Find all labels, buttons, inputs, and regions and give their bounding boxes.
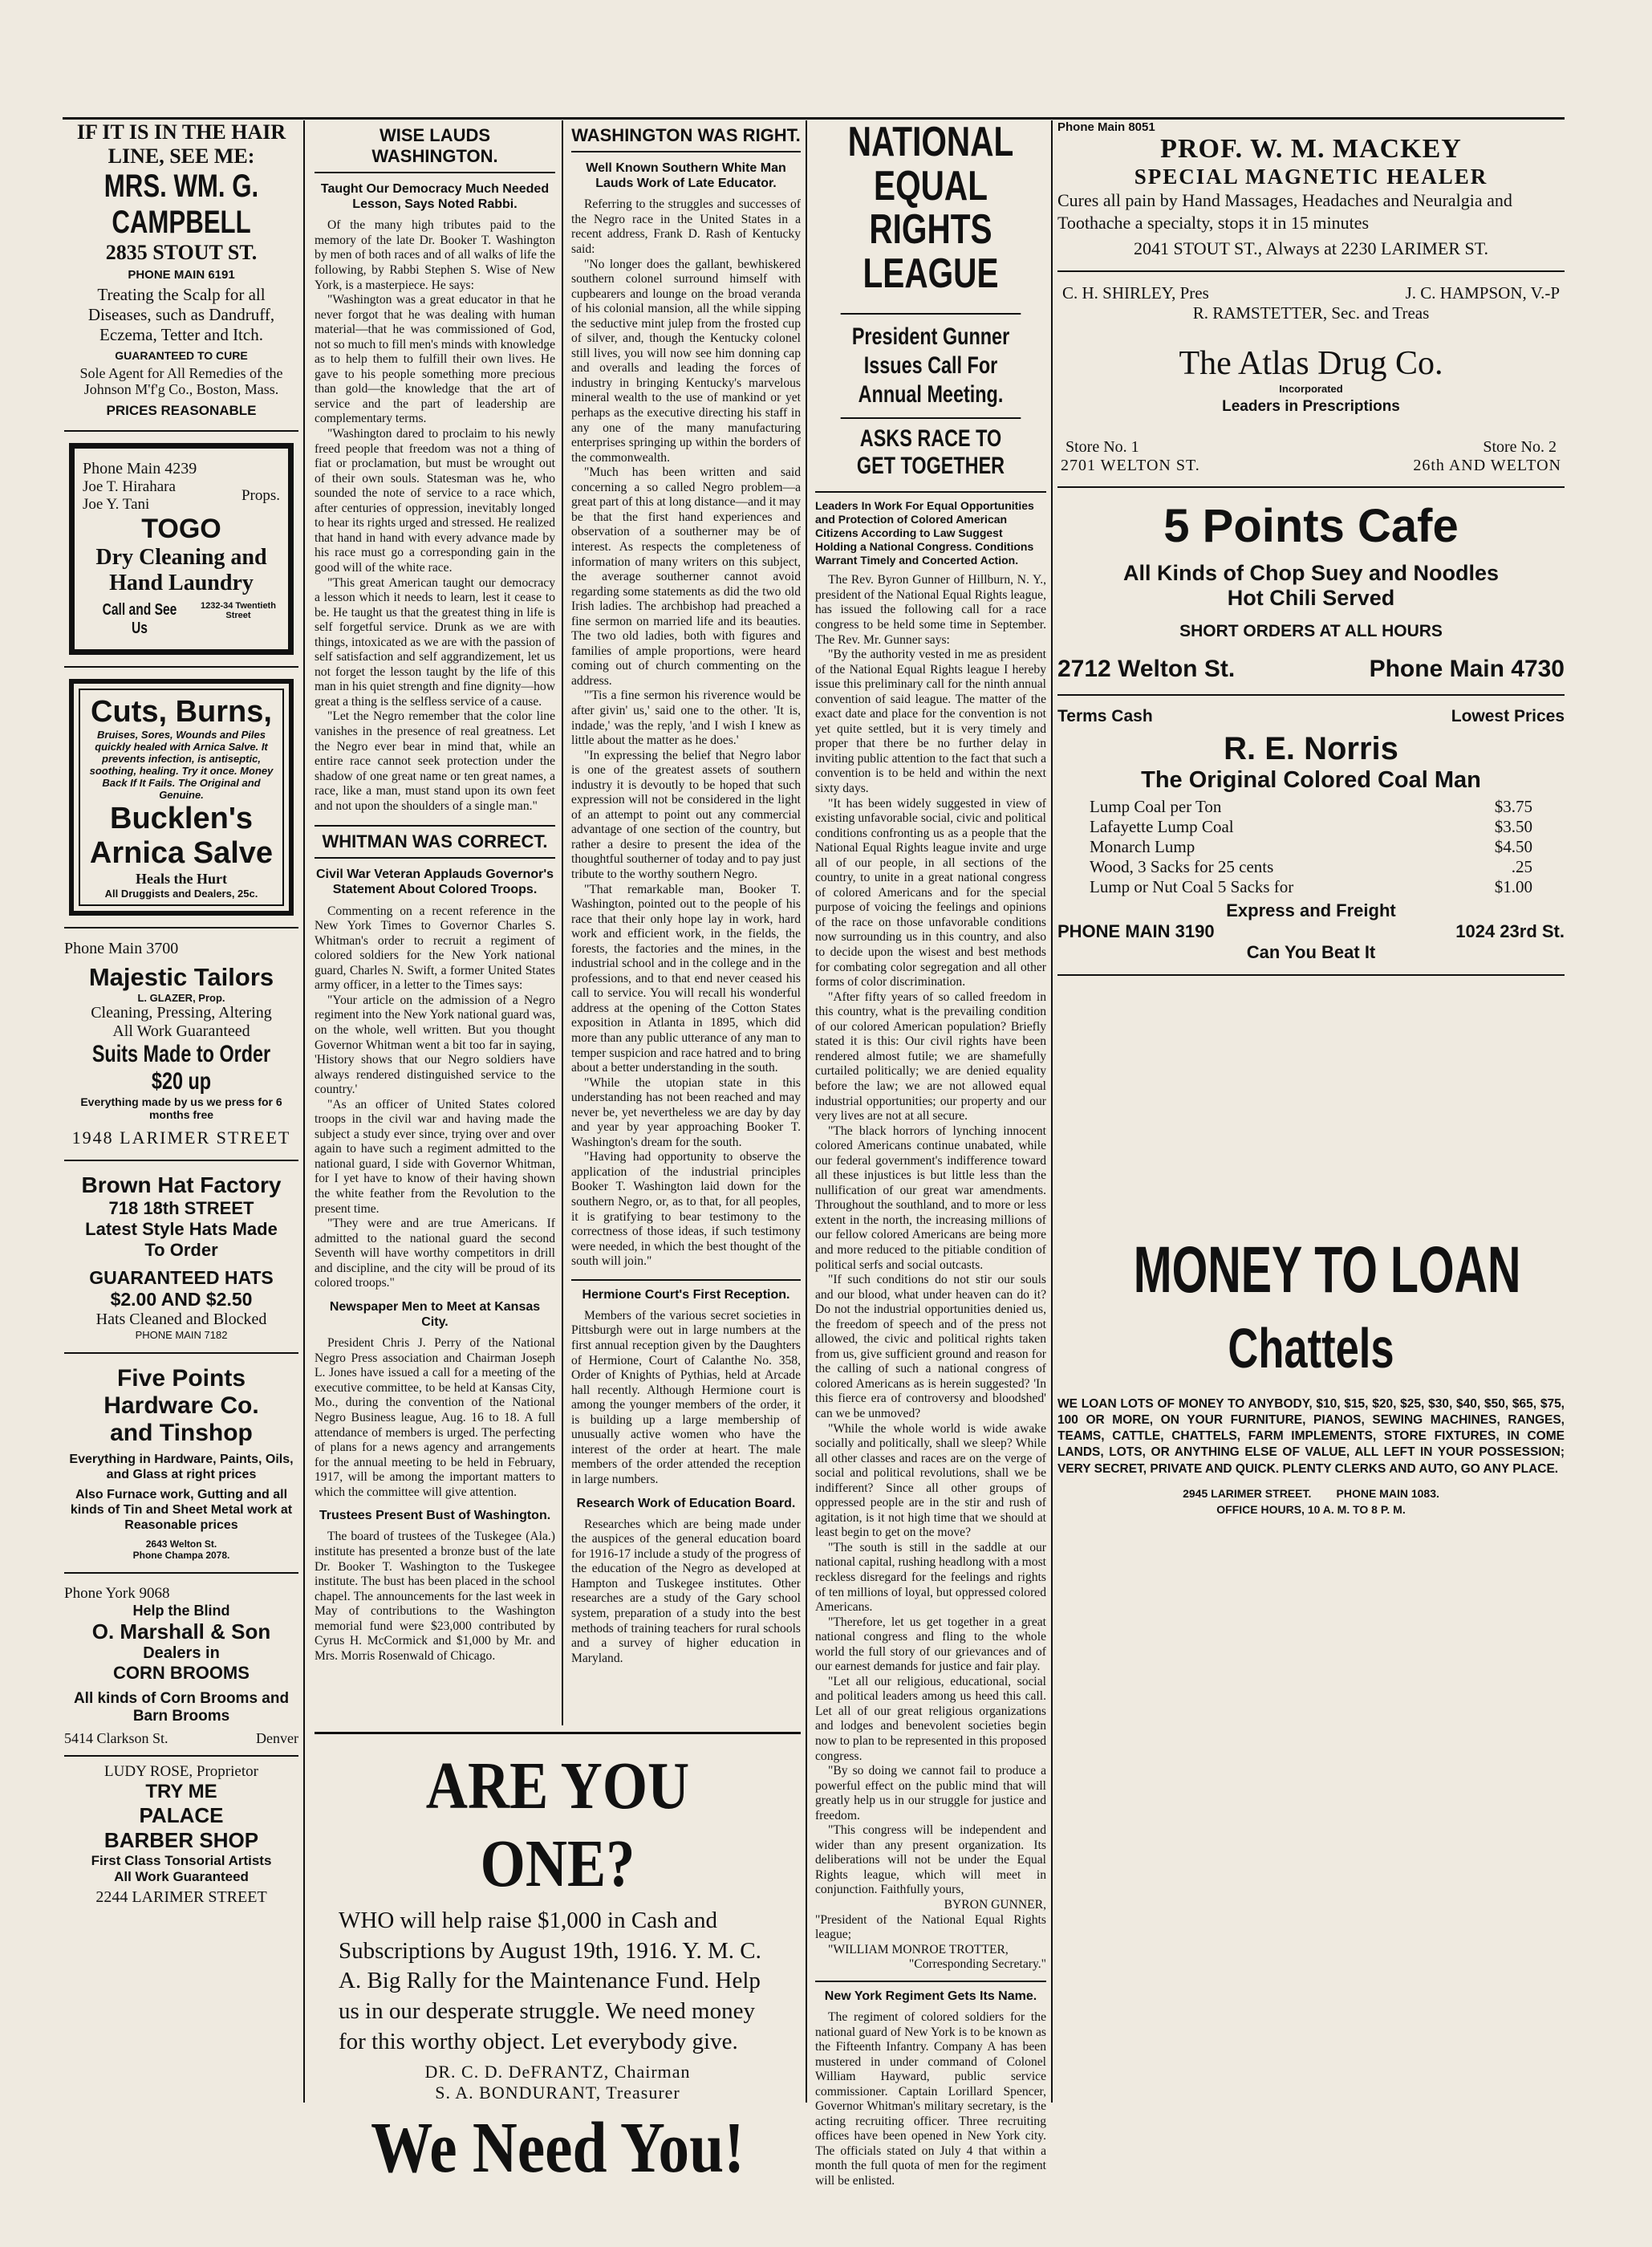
- ad-signature: S. A. BONDURANT, Treasurer: [435, 2082, 680, 2103]
- ad-norris: [1057, 707, 1565, 963]
- ad-line: L. GLAZER, Prop.: [137, 991, 225, 1004]
- article-headline: WHITMAN WAS CORRECT.: [315, 825, 555, 859]
- signature-line: "WILLIAM MONROE TROTTER,: [828, 1942, 1009, 1956]
- signature-line: "Corresponding Secretary.": [908, 1957, 1046, 1972]
- column-rule: [303, 120, 305, 2103]
- ad-line: Dealers in: [143, 1644, 220, 1662]
- ads-column-right: [1057, 120, 1565, 2103]
- ad-name: The Atlas Drug Co.: [1179, 345, 1443, 382]
- article-headline: WISE LAUDS WASHINGTON.: [315, 125, 555, 173]
- paragraph: "The south is still in the saddle at our national capital, rushing headlong with a most reckless disregard for the feelings and rights of ten millions of loyal, but oppressed colored Americans.: [815, 1540, 1046, 1615]
- article-headline: NATIONAL EQUAL: [847, 119, 1014, 209]
- ad-line: Incorporated: [1279, 383, 1343, 395]
- ad-palace: [64, 1763, 298, 1907]
- article-deck: Leaders In Work For Equal Opportunities and Protection of Colored American Citizens According to Law Suggest Holding a National Congress. Conditions Warrant Timely and Concerted Action.: [815, 491, 1046, 567]
- ad-line: Cleaning, Pressing, Altering: [91, 1003, 272, 1022]
- paragraph: "Let the Negro remember that the color line vanishes in the presence of real greatness. Let the Negro ever bear in mind that, while an entire race cannot seek protection under the shadow of one great name or ten great names, a race, like a man, must stand upon its own feet and not upon the shoulders of a single man.": [315, 709, 555, 813]
- paragraph: Researches which are being made under the auspices of the general education board for 1916-17 include a study of the progress of the education of the Negro as developed at Hampton and Tuskegee institutes. Other researches are a study of the Gary school system, preparation of a study into the best methods of training teachers for rural schools and a survey of higher education in Maryland.: [571, 1517, 801, 1665]
- ad-line: OFFICE HOURS, 10 A. M. TO 8 P. M.: [1216, 1502, 1406, 1516]
- ad-address: 718 18th STREET: [108, 1197, 254, 1218]
- ad-phone: Phone Main 3700: [64, 939, 179, 957]
- ad-headline: Cuts, Burns,: [91, 694, 272, 729]
- ad-officer: J. C. HAMPSON, V.-P: [1405, 283, 1560, 303]
- ad-name: Five Points: [116, 1364, 246, 1392]
- ad-mackey: [1057, 120, 1565, 259]
- ad-atlas: [1057, 283, 1565, 475]
- ad-arnica: [69, 679, 294, 916]
- paragraph: The Rev. Byron Gunner of Hillburn, N. Y., president of the National Equal Rights league, has issued the following call for a race congress to be held some time in September. The Rev. Mr. Gunner says:: [815, 573, 1046, 647]
- ad-proprietor: Joe T. Hirahara: [83, 477, 176, 495]
- ad-line: Suits Made to Order $20 up: [91, 1040, 271, 1095]
- paragraph: "The black horrors of lynching innocent colored Americans continue unabated, while our federal government's indifference toward all these injustices is but little less than the nullification of our great war amendments. Throughout the southland, and to more or less extent in the north, the increasing millions of our fellow colored Americans are being more and more reduced to the pitiable condition of political serfs and social outcasts.: [815, 1124, 1046, 1272]
- paragraph: "Much has been written and said concerning a so called Negro problem—a great part of this at long distance—and it may be that the first hand experiences and observation of a southerner may be of interest. As respects the completeness of information of many writers on this subject, the average southerner cannot avoid regarding some statements as did the two old Irish ladies. The archbishop had preached a fine sermon on married life and its beauties. The two old ladies, both with figures and families of ample proportions, were heard coming out of church commenting on the address.: [571, 465, 801, 688]
- ad-name: PROF. W. M. MACKEY: [1160, 134, 1462, 164]
- ad-name: Majestic Tailors: [88, 962, 274, 991]
- ad-address: 2945 LARIMER STREET.: [1183, 1486, 1312, 1500]
- article-subhead: Taught Our Democracy Much Needed Lesson, Says Noted Rabbi.: [320, 182, 550, 212]
- paragraph: "Washington dared to proclaim to his newly freed people that freedom was not a thing of fiat or proclamation, but must be wrought out of their own souls. Statesman was he, who sounded the note of service to a race which, after centuries of oppression, inevitably longed to hear its rights urged and stressed. He realized that hand in hand with every advance made by his race must go a corresponding gain in the good will of the white race.: [315, 427, 555, 575]
- ad-name: Hardware Co.: [104, 1392, 259, 1419]
- ad-headline: We Need You!: [371, 2108, 745, 2188]
- price-value: $4.50: [1494, 837, 1532, 856]
- ad-name: TOGO: [141, 513, 221, 544]
- price-value: .25: [1511, 857, 1532, 876]
- ad-name: BARBER SHOP: [104, 1827, 259, 1852]
- ad-phone: Phone Main 4730: [1369, 656, 1565, 682]
- ad-togo: [69, 443, 294, 655]
- ad-cafe: [1057, 499, 1565, 683]
- ad-address: 5414 Clarkson St.: [64, 1729, 168, 1746]
- ad-phone: PHONE MAIN 1083.: [1336, 1486, 1439, 1500]
- paragraph: "While the utopian state in this understanding has not been reached and may never be, yet nevertheless we are day by day and year by year approaching Booker T. Washington's dream for the south.: [571, 1075, 801, 1149]
- price-row: [1090, 797, 1532, 817]
- paragraph: "'Tis a fine sermon his riverence would be after givin' us,' said one to the other. 'It is, indade,' was the reply, 'and I wish I knew as little about the matter as he does.': [571, 689, 801, 748]
- ad-line: Latest Style Hats Made: [85, 1218, 278, 1239]
- price-value: $3.75: [1494, 797, 1532, 816]
- ad-line: The Original Colored Coal Man: [1141, 767, 1481, 793]
- column-rule: [806, 120, 807, 2103]
- ad-headline: Bucklen's: [110, 801, 253, 835]
- ad-store: Store No. 1: [1065, 438, 1139, 456]
- price-row: [1090, 877, 1532, 897]
- news-column-3: [571, 120, 801, 1725]
- ad-phone: Phone Main 8051: [1057, 120, 1155, 134]
- paragraph: "Let all our religious, educational, social and political leaders among us heed this call. Let all of our great religious organizations and lodges and benevolent societies begin now to plan to be represented in this proposed congress.: [815, 1674, 1046, 1763]
- article-body: [315, 1530, 555, 1664]
- article-subhead: Civil War Veteran Applauds Governor's Statement About Colored Troops.: [315, 868, 554, 897]
- ad-phone: Phone Champa 2078.: [132, 1549, 230, 1561]
- ad-name: PALACE: [139, 1802, 224, 1827]
- ad-line: All Work Guaranteed: [114, 1868, 249, 1884]
- ad-line: TRY ME: [145, 1780, 217, 1802]
- ad-headline: Chattels: [1228, 1317, 1394, 1379]
- paragraph: Of the many high tributes paid to the memory of the late Dr. Booker T. Washington by men of both races and of all walks of life the following, by Rabbi Stephen S. Wise of New York, is a masterpiece. He says:: [315, 218, 555, 292]
- ad-line: Express and Freight: [1226, 900, 1396, 920]
- article-subhead: ASKS RACE TO GET TOGETHER: [841, 417, 1021, 480]
- ad-address: 2712 Welton St.: [1057, 656, 1236, 682]
- ad-address: 2041 STOUT ST., Always at 2230 LARIMER ST.: [1133, 238, 1489, 258]
- ad-address: 1948 LARIMER STREET: [71, 1127, 291, 1148]
- article-subhead: Hermione Court's First Reception.: [571, 1279, 801, 1302]
- price-list: [1090, 797, 1532, 897]
- price-row: [1090, 857, 1532, 877]
- article-body: [571, 1518, 801, 1666]
- ad-name: and Tinshop: [110, 1419, 253, 1446]
- paragraph: "By the authority vested in me as president of the National Equal Rights league I hereby issue this preliminary call for the ninth annual convention of said league. The matter of the exact date and place for the convention is not yet quite settled, but it is very timely and proper that there be no further delay in inviting public attention to the fact that such a convention is to be held and within the next sixty days.: [815, 648, 1046, 796]
- article-subhead: President Gunner Issues Call For Annual Meeting.: [841, 313, 1021, 409]
- price-item: Wood, 3 Sacks for 25 cents: [1090, 857, 1274, 876]
- ad-phone: PHONE MAIN 7182: [135, 1328, 228, 1341]
- paragraph: "That remarkable man, Booker T. Washington, pointed out to the people of his race that their only hope lay in work, hard work and efficient work, in the fields, the forests, the factories and the mines, in the industrial school and in the college and in the professions, and to that end never ceased his call to service. You will recall his wonderful address at the opening of the Cotton States exposition in Atlanta in 1895, which did more than any public utterance of any man to temper suspicion and race hatred and to bring about a better understanding in the south.: [571, 882, 801, 1075]
- ad-headline: ARE YOU ONE?: [425, 1749, 690, 1901]
- paragraph: "No longer does the gallant, bewhiskered southern colonel surround himself with cupbearers and lounge on the broad veranda of his colonial mansion, all the while sipping the seductive mint julep from the frosted cup of silver, and, though the Kentucky colonel still lives, you will now see him donning cap and overalls and leading the forces of industry in bringing Kentucky's marvelous mineral wealth to the use of mankind or yet perhaps as the executive directing his staff in any one of the many manufacturing enterprises springing up within the borders of the commonwealth.: [571, 257, 801, 465]
- ad-campbell: [64, 120, 298, 419]
- ad-headline: Arnica Salve: [89, 835, 274, 870]
- ad-line: Dry Cleaning and: [95, 544, 267, 570]
- ad-body: Cures all pain by Hand Massages, Headaches and Neuralgia and Toothache a specialty, stops it in 15 minutes: [1057, 190, 1512, 233]
- article-body: [815, 573, 1046, 1898]
- ad-body: WE LOAN LOTS OF MONEY TO ANYBODY, $10, $15, $20, $25, $30, $40, $50, $65, $75, 100 OR MORE, ON YOUR FURNITURE, PIANOS, SEWING MACHINES, RANGES, TEAMS, CATTLE, CHATTELS, FARM IMPLEMENTS, STORE FIXTURES, IN COME LANDS, LOTS, OR ANYTHING ELSE OF VALUE, ALL LEFT IN YOUR POSSESSION; VERY SECRET, PRIVATE AND QUICK. PLENTY CLERKS AND AUTO, GO ANY PLACE.: [1057, 1397, 1565, 1476]
- article-headline: WASHINGTON WAS RIGHT.: [571, 125, 801, 152]
- ad-name: O. Marshall & Son: [91, 1619, 271, 1644]
- ad-store: Store No. 2: [1483, 438, 1557, 456]
- paragraph: "They were and are true Americans. If admitted to the national guard the second Seventh will have worthy competitors in drill and discipline, and the city will be proud of its colored troops.": [315, 1217, 555, 1290]
- price-item: Monarch Lump: [1090, 837, 1195, 856]
- ad-phone: PHONE MAIN 6191: [128, 268, 235, 282]
- price-row: [1090, 817, 1532, 837]
- signature-line: "President of the National Equal Rights league;: [815, 1912, 1046, 1942]
- price-item: Lafayette Lump Coal: [1090, 817, 1234, 836]
- paragraph: "Having had opportunity to observe the application of the industrial principles Booker T. Washington laid down for the southern Negro, or, as to that, for all peoples, it is gratifying to bear testimony to the correctness of those ideas, if such testimony were needed, in which the best thought of the south will join.": [571, 1150, 801, 1269]
- article-body: [315, 218, 555, 814]
- ad-line: SHORT ORDERS AT ALL HOURS: [1179, 622, 1443, 640]
- ad-line: Lowest Prices: [1451, 707, 1565, 725]
- price-value: $3.50: [1494, 817, 1532, 836]
- ad-name: R. E. Norris: [1224, 731, 1398, 766]
- ad-line: First Class Tonsorial Artists: [91, 1852, 272, 1868]
- paragraph: President Chris J. Perry of the National Negro Press association and Chairman Joseph L. Jones have issued a call for a meeting of the executive committee, to be held at Kansas City, Mo., during the convention of the National Negro Business league, Aug. 16 to 18. A full attendance of members is urged. The perfecting of plans for a news agency and arrangements for the annual meeting to be held in February, 1917, will be among the important matters to which the committee will give attention.: [315, 1336, 555, 1499]
- ad-line: GUARANTEED TO CURE: [115, 348, 248, 362]
- paragraph: "By so doing we cannot fail to produce a powerful effect on the public mind that will greatly help us in our struggle for justice and freedom.: [815, 1764, 1046, 1822]
- ad-address: 26th AND WELTON: [1413, 457, 1561, 474]
- ad-address: 2701 WELTON ST.: [1061, 457, 1200, 474]
- ad-majestic: [64, 940, 298, 1148]
- ad-name: MRS. WM. G. CAMPBELL: [104, 169, 259, 240]
- paragraph: "In expressing the belief that Negro labor is one of the greatest assets of southern industry it is devoutly to be hoped that such expression will not be considered in the light of an attempt to point out any commercial advantage of one section of the country, but rather a desire to present the idea of the thoughtful southerner of today and to pay just tribute to the worthy southern Negro.: [571, 748, 801, 881]
- paragraph: The regiment of colored soldiers for the national guard of New York is to be known as the Fifteenth Infantry. Company A has been mustered in under command of Colonel William Hayward, public service commissioner. Captain Lorillard Spencer, Governor Whitman's military secretary, is the acting recruiting officer. Three recruiting offices have been opened in New York city. The officials stated on July 4 that within a month the full quota of men for the regiment will be enlisted.: [815, 2009, 1046, 2188]
- ad-body: Everything in Hardware, Paints, Oils, and Glass at right prices: [69, 1452, 294, 1481]
- article-body: [315, 904, 555, 1291]
- article-subhead: Trustees Present Bust of Washington.: [319, 1509, 551, 1523]
- ad-line: All Druggists and Dealers, 25c.: [104, 887, 258, 900]
- paragraph: "This congress will be independent and wider than any present organization. Its deliberations will not be under the Equal Rights league, which will meet in conjunction. Faithfully yours,: [815, 1823, 1046, 1897]
- article-signature: [815, 1898, 1046, 1913]
- ad-address: 1232-34 Twentieth Street: [201, 600, 276, 620]
- ad-line: Leaders in Prescriptions: [1222, 398, 1400, 415]
- ad-line: Call and See Us: [102, 600, 177, 637]
- price-item: Lump or Nut Coal 5 Sacks for: [1090, 877, 1294, 896]
- ad-line: Can You Beat It: [1246, 942, 1376, 962]
- column-rule: [562, 120, 563, 1725]
- ad-line: Hot Chili Served: [1227, 586, 1395, 610]
- ad-line: LINE, SEE ME:: [108, 144, 255, 168]
- price-item: Lump Coal per Ton: [1090, 797, 1222, 816]
- ad-body: Treating the Scalp for all Diseases, such as Dandruff, Eczema, Tetter and Itch.: [87, 285, 275, 345]
- paragraph: Referring to the struggles and successes of the Negro race in the United States in a recent address, Frank D. Rash of Kentucky said:: [571, 197, 801, 257]
- ad-line: Terms Cash: [1057, 707, 1153, 725]
- ad-phone: PHONE MAIN 3190: [1057, 921, 1215, 941]
- ad-line: $2.00 AND $2.50: [110, 1288, 253, 1310]
- ad-city: Denver: [256, 1729, 298, 1746]
- article-subhead: Newspaper Men to Meet at Kansas City.: [329, 1299, 541, 1330]
- ad-line: CORN BROOMS: [113, 1662, 250, 1683]
- ad-line: PRICES REASONABLE: [106, 402, 257, 418]
- ad-line: Heals the Hurt: [136, 870, 227, 887]
- ad-officer: C. H. SHIRLEY, Pres: [1062, 283, 1209, 303]
- ad-headline: MONEY TO LOAN: [1133, 1233, 1521, 1306]
- news-column-2: [315, 120, 555, 1725]
- paragraph: "Therefore, let us get together in a great national congress and fling to the whole world the full story of our grievances and of our earnest demands for justice and fair play.: [815, 1615, 1046, 1674]
- article-subhead: Research Work of Education Board.: [576, 1496, 796, 1510]
- paragraph: "This great American taught our democracy a lesson which it needs to learn, lest it cease to be. He taught us that the greatest thing in life is self forgetful service. Drunk as we are with things, intoxicated as we are with the passion of self satisfaction and self aggrandizement, let us not forget the lesson taught by the life of this man in his quiet strength and fine dignity—how great a thing is the selfless service of a cause.: [315, 575, 555, 709]
- ad-line: IF IT IS IN THE HAIR: [76, 120, 286, 144]
- ad-line: Hats Cleaned and Blocked: [95, 1310, 267, 1328]
- ad-marshall: [64, 1585, 298, 1747]
- ad-line: To Order: [144, 1239, 218, 1260]
- news-column-4: [815, 119, 1046, 2188]
- price-value: $1.00: [1494, 877, 1532, 896]
- ad-hardware: [64, 1365, 298, 1561]
- paragraph: "After fifty years of so called freedom in this country, what is the prevailing condition of our colored American population? Briefly stated it is this: Our civil rights have been rendered almost futile; we are shamefully curtailed politically; we are denied equality before the law; we are not allowed equal industrial opportunities; our property and our very lives are not at all secure.: [815, 989, 1046, 1124]
- paragraph: The board of trustees of the Tuskegee (Ala.) institute has presented a bronze bust of the late Dr. Booker T. Washington to the Tuskegee institute. The bust has been placed in the school chapel. The announcements for the last week in May of contributions to the Washington memorial fund were $23,000 contributed by Cyrus H. McCormick and $1,000 by Mr. and Mrs. Morris Rosenwald of Chicago.: [315, 1530, 555, 1663]
- ad-body: Also Furnace work, Gutting and all kinds of Tin and Sheet Metal work at Reasonable prices: [70, 1487, 293, 1533]
- ad-line: Everything made by us we press for 6 months free: [80, 1095, 282, 1121]
- ad-line: All Kinds of Chop Suey and Noodles: [1122, 561, 1500, 585]
- article-body: [815, 2010, 1046, 2189]
- paragraph: Members of the various secret societies in Pittsburgh were out in large numbers at the first annual reception given by the Daughters of Hermione, Court of Calanthe No. 358, Order of Knights of Pythias, held at Arcade hall recently. Although Hermione court is among the younger members of the order, it is building up a large membership of unusually active women who have the interest of the order at heart. The male members of the order attended the reception in large numbers.: [571, 1308, 801, 1486]
- paragraph: "It has been widely suggested in view of existing unfavorable social, civic and political conditions confronting us as a people that the National Equal Rights league invite and urge all of our people, in all sections of the country, to unite in a great national congress of colored Americans and for the special purpose of voicing the feelings and opinions of the race on those unfavorable conditions now surrounding us in this country, and also to decide upon the wisest and best methods for combating color segregation and all other forms of color discrimination.: [815, 796, 1046, 989]
- ad-body: Bruises, Sores, Wounds and Piles quickly healed with Arnica Salve. It prevents infection, is antiseptic, soothing, healing. Try it once. Money Back If It Fails. The Original and Genuine.: [89, 728, 274, 801]
- article-subhead: Well Known Southern White Man Lauds Work of Late Educator.: [586, 161, 786, 191]
- ad-address: 1024 23rd St.: [1455, 921, 1565, 941]
- ad-proprietor: LUDY ROSE, Proprietor: [104, 1762, 258, 1780]
- ad-line: GUARANTEED HATS: [89, 1266, 274, 1288]
- ad-body: All kinds of Corn Brooms and Barn Brooms: [73, 1689, 290, 1725]
- ad-officer: R. RAMSTETTER, Sec. and Treas: [1192, 303, 1430, 323]
- ad-body: Sole Agent for All Remedies of the Johnson M'f'g Co., Boston, Mass.: [79, 364, 283, 398]
- ad-address: 2835 STOUT ST.: [105, 241, 258, 264]
- ad-name: 5 Points Cafe: [1163, 500, 1459, 552]
- column-rule: [1051, 120, 1053, 2103]
- ad-line: Props.: [241, 486, 280, 504]
- ads-column-left: [64, 120, 298, 2103]
- ad-proprietor: Joe Y. Tani: [83, 495, 150, 513]
- price-row: [1090, 837, 1532, 857]
- ad-body: WHO will help raise $1,000 in Cash and Subscriptions by August 19th, 1916. Y. M. C. A. Big Rally for the Maintenance Fund. Help us in our desperate struggle. We need money for this worthy object. Let everybody give.: [339, 1908, 761, 2054]
- signature-line: BYRON GUNNER,: [944, 1898, 1046, 1912]
- article-body: [571, 197, 801, 1269]
- article-headline: RIGHTS LEAGUE: [863, 206, 999, 297]
- ad-loan: [1057, 1233, 1565, 1516]
- paragraph: "As an officer of United States colored troops in the civil war and having made the subject a study ever since, trying over and over again to have such a regiment admitted to the national guard, I side with Governor Whitman, for I yet have to know of their having shown the white feather from the Revolution to the present time.: [315, 1097, 555, 1216]
- ad-phone: Phone York 9068: [64, 1584, 170, 1602]
- paragraph: "Washington was a great educator in that he never forgot that he was dealing with human material—that he was commissioned of God, not so much to fill men's minds with knowledge as to help them to fulfill their own lives. He gave to his people something more precious than gold—the knowledge that the art of service and the part of leadership are complementary terms.: [315, 293, 555, 426]
- ad-signature: DR. C. D. DeFRANTZ, Chairman: [424, 2062, 691, 2082]
- ad-brown-hat: [64, 1172, 298, 1341]
- paragraph: Commenting on a recent reference in the New York Times to Governor Charles S. Whitman's order to recruit a regiment of colored soldiers for the New York national guard, Charles N. Swift, a former United States army officer, in a letter to the Times says:: [315, 904, 555, 993]
- ad-ymca: [315, 1732, 801, 2188]
- article-body: [571, 1309, 801, 1488]
- ad-line: Hand Laundry: [109, 570, 254, 595]
- ad-line: Help the Blind: [132, 1602, 230, 1619]
- ad-address: 2643 Welton St.: [145, 1538, 217, 1550]
- paragraph: "While the whole world is wide awake socially and politically, shall we sleep? While all other classes and races are on the verge of social and political revolutions, shall we be indifferent? Since all other groups of oppressed people are in the stir and rush of agitation, is it not high time that we should at least begin to get on the move?: [815, 1421, 1046, 1540]
- ad-address: 2244 LARIMER STREET: [95, 1887, 267, 1906]
- article-subhead: New York Regiment Gets Its Name.: [815, 1981, 1046, 2004]
- ad-phone: Phone Main 4239: [83, 459, 197, 477]
- ad-line: SPECIAL MAGNETIC HEALER: [1134, 165, 1488, 189]
- ad-line: All Work Guaranteed: [112, 1022, 250, 1040]
- paragraph: "Your article on the admission of a Negro regiment into the New York national guard was, on the whole, well written. But you thought Governor Whitman went a bit too far in saying, 'History shows that our Negro soldiers have always rendered distinguished service to the country.': [315, 993, 555, 1097]
- ad-name: Brown Hat Factory: [81, 1172, 282, 1197]
- top-rule: [63, 117, 1565, 120]
- paragraph: "If such conditions do not stir our souls and our blood, what under heaven can do it? Do not the industrial opportunities denied us, the freedom of speech and of the press not allowed, the civic and political rights taken from us, give sufficient ground and reason for the calling of such a national congress of colored Americans as is herein suggested? 'In this fierce era of controversy and bloodshed' can we be unmoved?: [815, 1273, 1046, 1420]
- article-body: [315, 1336, 555, 1500]
